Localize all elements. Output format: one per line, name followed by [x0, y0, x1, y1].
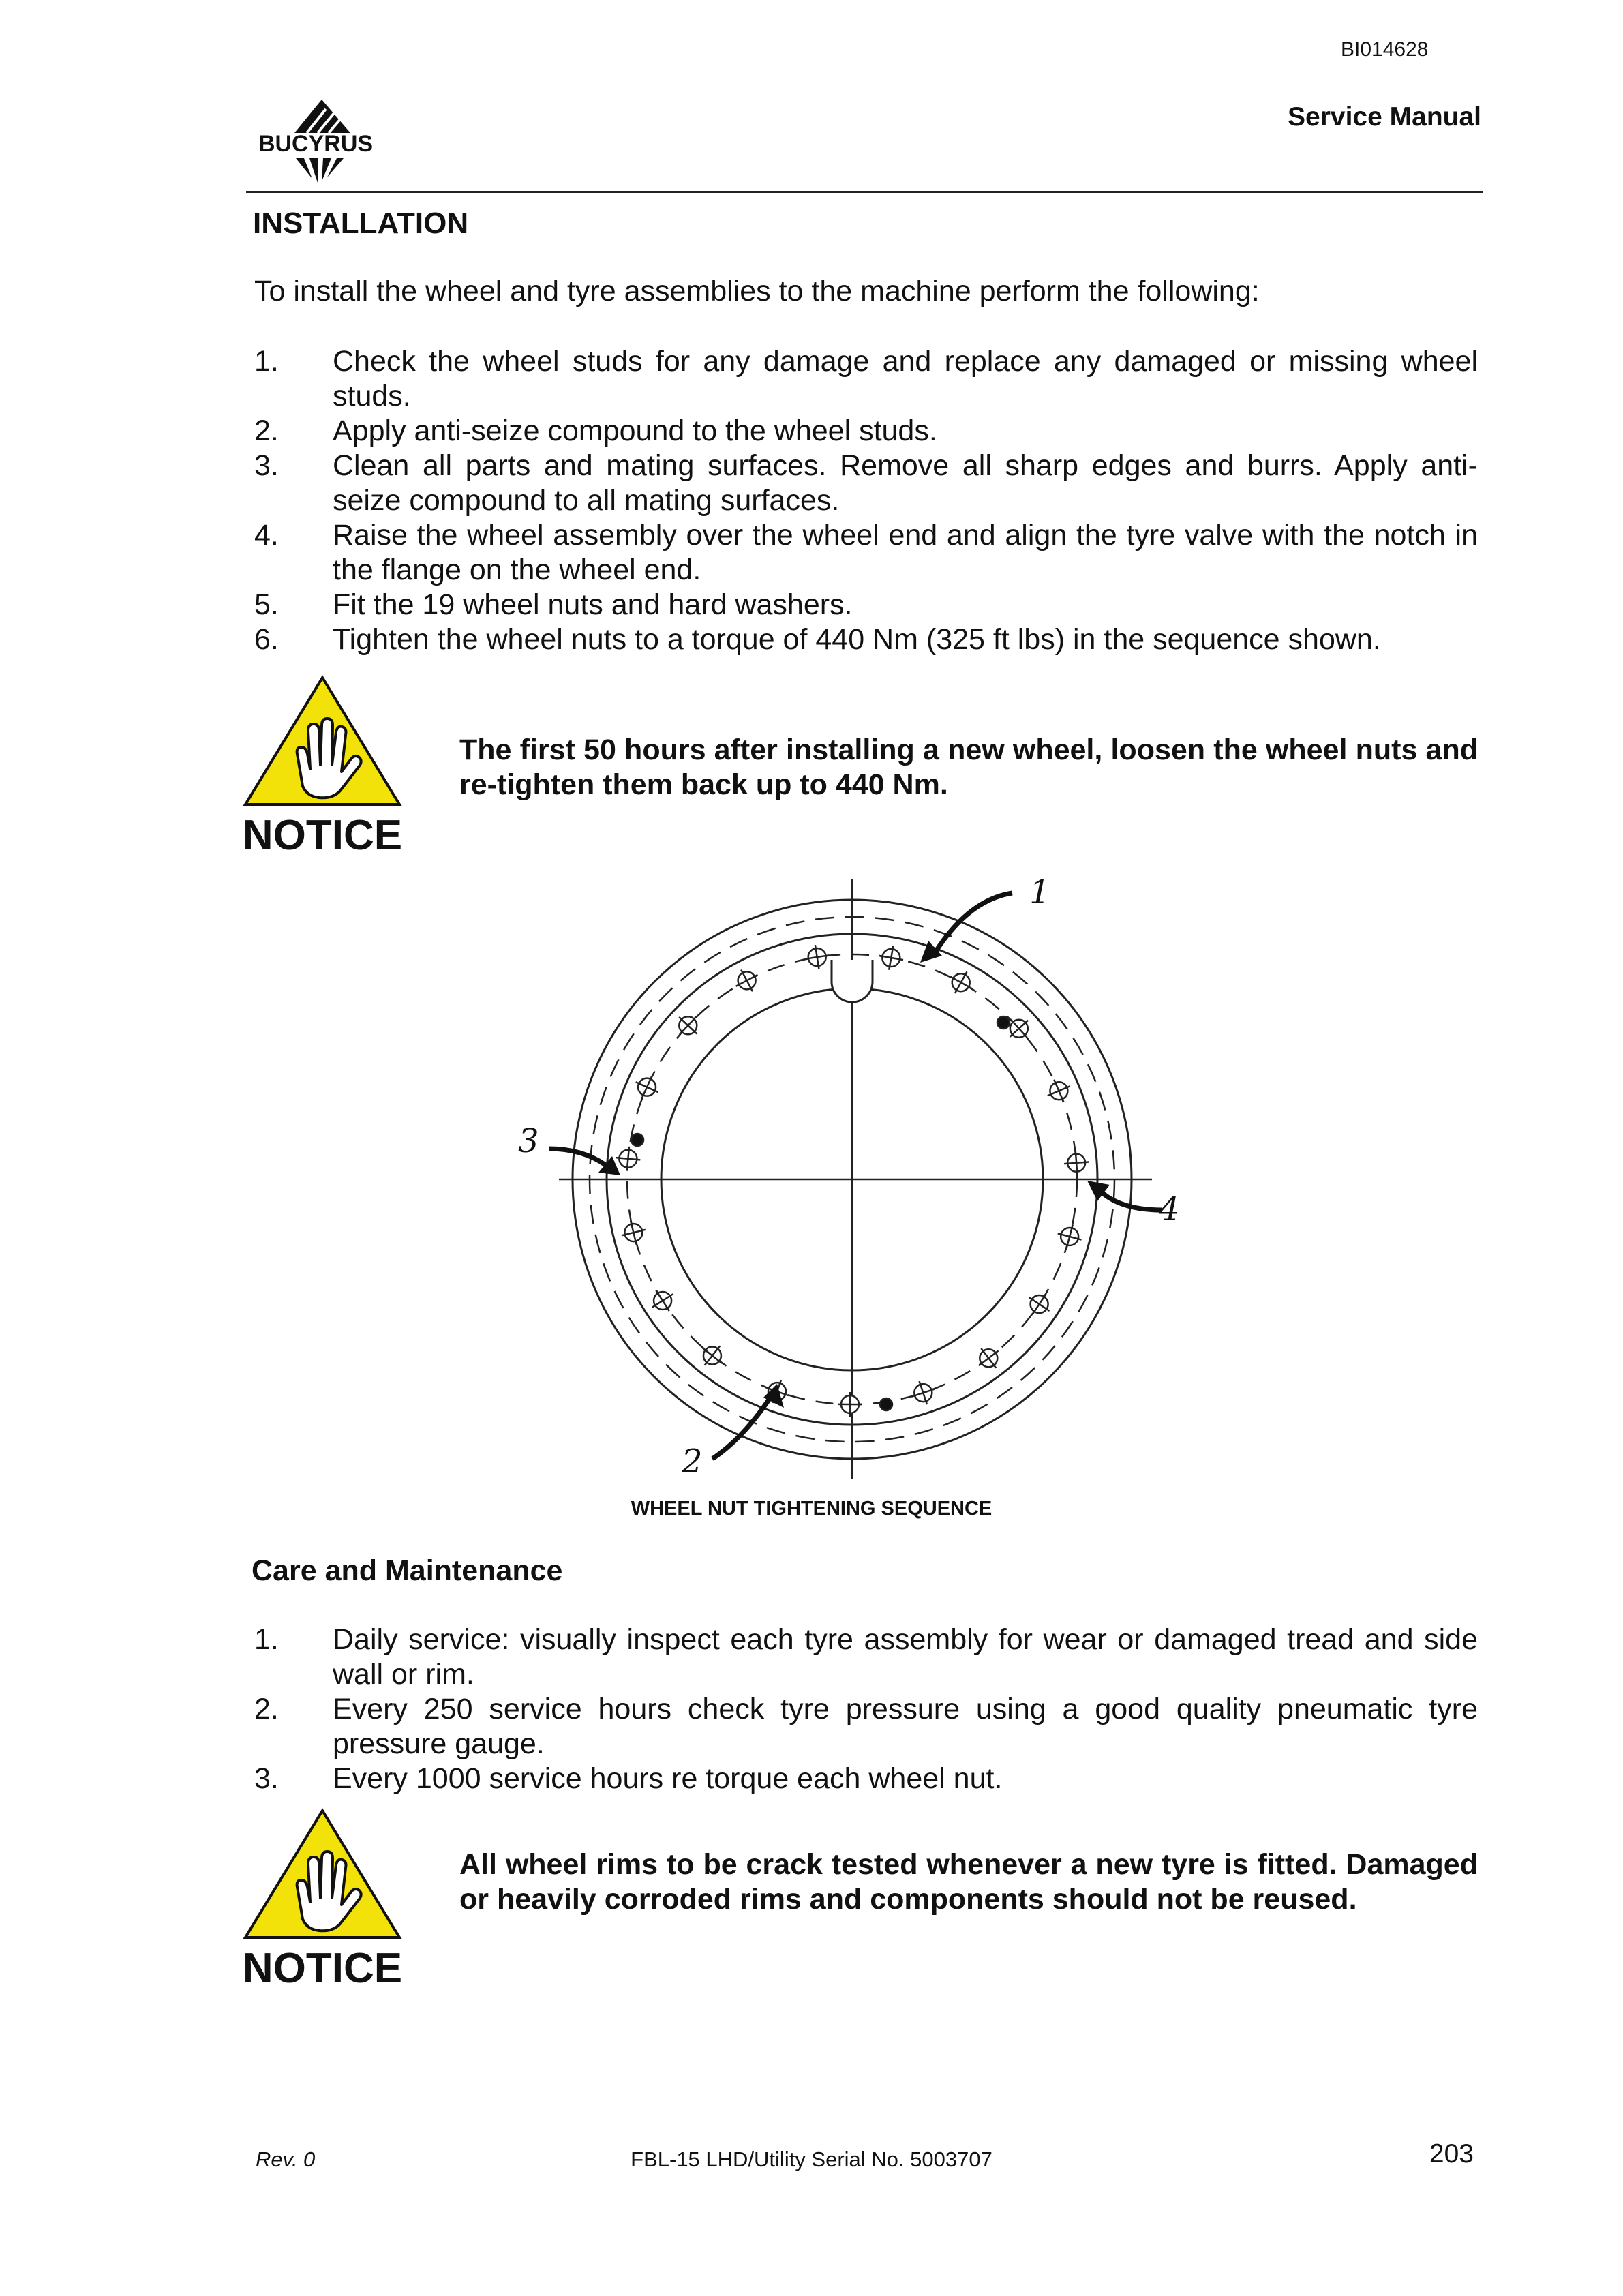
page-number: 203	[1429, 2139, 1474, 2169]
notice-text: The first 50 hours after installing a new wheel, loosen the wheel nuts and re-tighten them back up to 440 Nm.	[459, 734, 1478, 801]
bucyrus-logo	[241, 95, 390, 187]
document-id: BI014628	[1341, 38, 1429, 61]
wheel-nut	[1058, 1225, 1082, 1249]
wheel-nut	[1048, 1080, 1070, 1102]
wheel-nut	[979, 1348, 999, 1368]
notice-icon	[243, 1807, 403, 1997]
care-steps	[254, 1622, 1478, 1796]
wheel-nut	[703, 1346, 722, 1365]
manual-title: Service Manual	[1288, 102, 1481, 132]
marker-dot	[997, 1016, 1010, 1029]
installation-steps	[254, 344, 1478, 657]
notice-text: All wheel rims to be crack tested whenever a new tyre is fitted. Damaged or heavily corroded rims and components should not be reused.	[459, 1848, 1478, 1916]
wheel-nut	[616, 1147, 640, 1171]
wheel-nut	[950, 971, 972, 993]
list-item: 1. Check the wheel studs for any damage and replace any damaged or missing wheel studs.	[254, 345, 1478, 412]
list-item: 2. Apply anti-seize compound to the wheel studs.	[254, 414, 937, 447]
installation-intro: To install the wheel and tyre assemblies to the machine perform the following:	[254, 275, 1260, 307]
notice-label: NOTICE	[243, 1945, 403, 1992]
callout-label-3: 3	[518, 1122, 539, 1160]
wheel-nut	[805, 945, 830, 969]
logo-text: BUCYRUS	[258, 131, 374, 157]
list-item: 6. Tighten the wheel nuts to a torque of 440 Nm (325 ft lbs) in the sequence shown.	[254, 623, 1381, 656]
section-title-installation: INSTALLATION	[253, 207, 469, 240]
wheel-nut	[636, 1076, 658, 1098]
callout-label-4: 4	[1159, 1190, 1180, 1228]
wheel-nut	[736, 969, 758, 991]
list-item: 1. Daily service: visually inspect each tyre assembly for wear or damaged tread and side wall or rim.	[254, 1623, 1478, 1691]
marker-dot	[880, 1398, 892, 1410]
callout-label-1: 1	[1029, 873, 1050, 911]
header-rule	[246, 191, 1483, 193]
wheel-nut	[1010, 1019, 1028, 1038]
wheel-nut	[911, 1381, 935, 1404]
list-item: 2. Every 250 service hours check tyre pressure using a good quality pneumatic tyre pressure gauge.	[254, 1693, 1478, 1760]
wheel-nut	[1064, 1151, 1089, 1175]
diagram-caption: WHEEL NUT TIGHTENING SEQUENCE	[631, 1498, 992, 1520]
footer-serial: FBL-15 LHD/Utility Serial No. 5003707	[631, 2147, 992, 2171]
wheel-nut	[679, 1016, 697, 1034]
wheel-nut	[1029, 1294, 1050, 1314]
wheel-nut-diagram	[518, 866, 1186, 1493]
list-item: 3. Every 1000 service hours re torque each wheel nut.	[254, 1762, 1003, 1795]
footer-revision: Rev. 0	[256, 2147, 316, 2171]
callout-label-2: 2	[682, 1442, 703, 1481]
wheel-nut	[879, 946, 903, 969]
notice-label: NOTICE	[243, 812, 403, 859]
wheel-nut	[652, 1290, 673, 1311]
list-item: 3. Clean all parts and mating surfaces. Remove all sharp edges and burrs. Apply anti-seize compound to all mating surfaces.	[254, 449, 1478, 517]
list-item: 5. Fit the 19 wheel nuts and hard washers.	[254, 588, 853, 621]
wheel-nut	[622, 1221, 646, 1245]
list-item: 4. Raise the wheel assembly over the wheel end and align the tyre valve with the notch in the flange on the wheel end.	[254, 519, 1478, 586]
notice-icon	[243, 674, 403, 864]
marker-dot	[631, 1134, 643, 1146]
section-title-care: Care and Maintenance	[252, 1554, 563, 1587]
wheel-nut	[838, 1392, 862, 1417]
